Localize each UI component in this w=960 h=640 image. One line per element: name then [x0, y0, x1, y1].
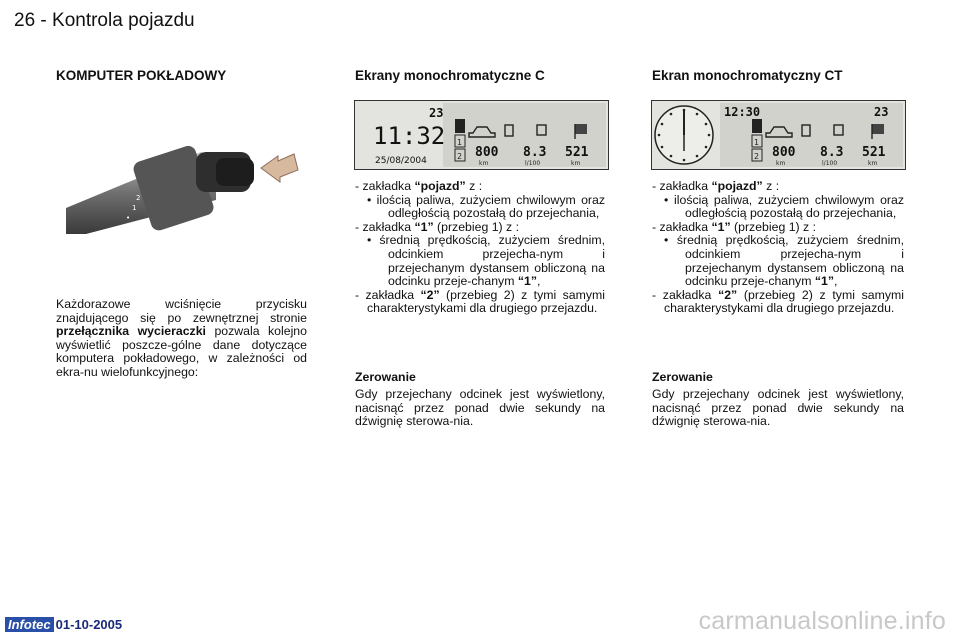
- display-c-date: 25/08/2004: [375, 156, 427, 166]
- svg-text:8.3: 8.3: [820, 145, 844, 160]
- section-heading-ct: Ekran monochromatyczny CT: [652, 68, 843, 83]
- display-ct: [651, 100, 906, 170]
- list-item: • ilością paliwa, zużyciem chwilowym oraz odległością pozostałą do przejechania,: [367, 192, 605, 221]
- section-heading-computer: KOMPUTER POKŁADOWY: [56, 68, 227, 83]
- list-item: • średnią prędkością, zużyciem średnim, odcinkiem przejecha-nym i przejechanym dystansem obliczoną na odcinku przeje-chanym “1”,: [664, 233, 904, 289]
- list-item: - zakładka “1” (przebieg 1) z :: [652, 219, 817, 234]
- svg-text:2: 2: [136, 194, 141, 202]
- svg-text:1: 1: [132, 204, 137, 212]
- svg-text:l/100: l/100: [525, 160, 541, 167]
- display-c: [354, 100, 609, 170]
- svg-text:1: 1: [457, 138, 463, 147]
- svg-text:8.3: 8.3: [523, 145, 547, 160]
- display-ct-clock: 12:30: [724, 105, 761, 119]
- list-ct: [652, 180, 904, 316]
- footer-date: 01-10-2005: [55, 617, 123, 632]
- svg-text:2: 2: [457, 152, 463, 161]
- svg-text:km: km: [571, 160, 581, 167]
- list-c: [355, 180, 605, 316]
- svg-text:800: 800: [772, 145, 796, 160]
- reset-heading-ct: Zerowanie: [652, 370, 713, 384]
- svg-text:km: km: [479, 160, 489, 167]
- svg-text:km: km: [776, 160, 786, 167]
- list-item: • ilością paliwa, zużyciem chwilowym oraz odległością pozostałą do przejechania,: [664, 192, 904, 221]
- display-c-temp: 23: [429, 106, 444, 120]
- footer: [5, 617, 122, 632]
- svg-text:km: km: [868, 160, 878, 167]
- list-item: - zakładka “2” (przebieg 2) z tymi samymi charakterystykami dla drugiego przejazdu.: [355, 287, 605, 316]
- svg-text:•: •: [126, 214, 131, 222]
- analog-clock-icon: [655, 106, 713, 164]
- display-ct-temp: 23: [874, 105, 889, 119]
- list-item: - zakładka “1” (przebieg 1) z :: [355, 219, 520, 234]
- list-item: - zakładka “pojazd” z :: [355, 179, 483, 193]
- svg-text:800: 800: [475, 145, 499, 160]
- display-c-clock: 11:32: [373, 122, 446, 150]
- svg-text:1: 1: [754, 138, 760, 147]
- reset-text-ct: Gdy przejechany odcinek jest wyświetlony, nacisnąć przez ponad dwie sekundy na dźwignię sterowa-nia.: [652, 387, 904, 429]
- svg-text:521: 521: [862, 145, 886, 160]
- svg-text:2: 2: [754, 152, 760, 161]
- reset-heading-c: Zerowanie: [355, 370, 416, 384]
- section-heading-c: Ekrany monochromatyczne C: [355, 68, 545, 83]
- watermark: carmanualsonline.info: [698, 607, 946, 635]
- list-item: • średnią prędkością, zużyciem średnim, odcinkiem przejecha-nym i przejechanym dystansem obliczoną na odcinku przeje-chanym “1”,: [367, 233, 605, 289]
- infotec-logo: Infotec: [5, 617, 54, 632]
- svg-text:l/100: l/100: [822, 160, 838, 167]
- wiper-stalk-illustration: [66, 130, 311, 250]
- reset-text-c: Gdy przejechany odcinek jest wyświetlony, nacisnąć przez ponad dwie sekundy na dźwignię sterowa-nia.: [355, 387, 605, 429]
- list-item: - zakładka “2” (przebieg 2) z tymi samymi charakterystykami dla drugiego przejazdu.: [652, 287, 905, 316]
- list-item: - zakładka “pojazd” z :: [652, 179, 780, 193]
- left-paragraph: Każdorazowe wciśnięcie przycisku znajdującego się po zewnętrznej stronie przełącznika wycieraczki pozwala kolejno wyświetlić poszcze-gólne dane dotyczące komputera pokładowego, w zależności od ekra-nu wielofunkcyjnego:: [56, 297, 307, 379]
- svg-text:521: 521: [565, 145, 589, 160]
- page-title: 26 - Kontrola pojazdu: [14, 10, 195, 31]
